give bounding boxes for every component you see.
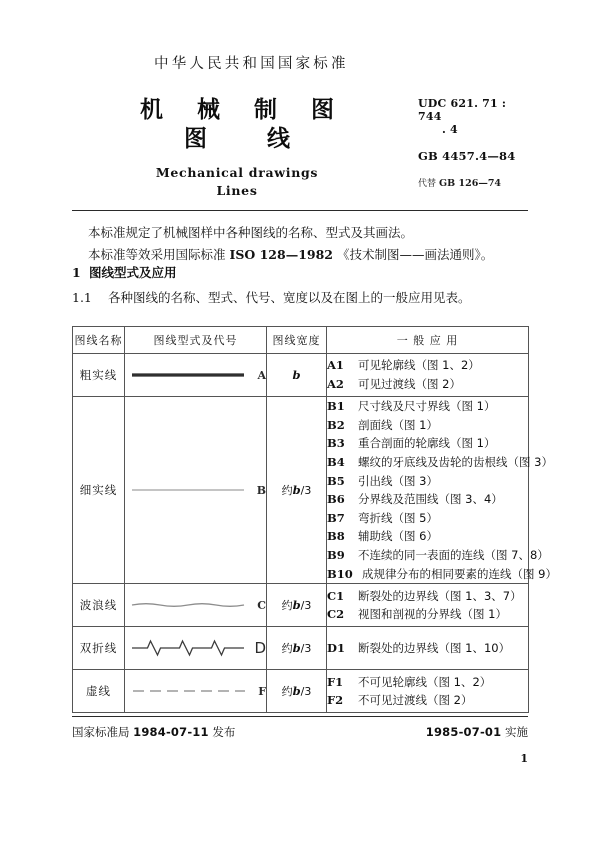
scope-paragraph-2	[88, 244, 528, 266]
application-entry	[327, 416, 528, 435]
line-style-cell	[125, 397, 267, 584]
thin-solid-line-specimen	[128, 479, 248, 501]
table-body	[73, 354, 557, 713]
implementation-info	[426, 724, 528, 740]
line-application-cell	[327, 397, 557, 584]
line-style-cell	[125, 670, 267, 713]
table-header-row	[73, 327, 529, 354]
column-header-name: 图线名称	[73, 327, 125, 354]
line-name-cell: 双折线	[73, 627, 125, 670]
application-description: 断裂处的边界线（图 1、3、7）	[358, 588, 522, 603]
application-entry	[327, 691, 528, 710]
application-entry	[327, 639, 528, 658]
application-description: 弯折线（图 5）	[358, 510, 438, 525]
application-entry	[327, 509, 528, 528]
application-entry	[327, 453, 553, 472]
application-description: 不可见轮廓线（图 1、2）	[358, 674, 492, 689]
line-name-cell: 细实线	[73, 397, 125, 584]
specimen-wrapper	[125, 469, 266, 511]
width-suffix: /3	[300, 685, 312, 699]
title-english-line2: Lines	[216, 183, 258, 199]
publication-date: 1984-07-11	[133, 725, 209, 739]
thick-solid-line-specimen	[128, 364, 248, 386]
application-description: 螺纹的牙底线及齿轮的齿根线（图 3）	[358, 454, 553, 469]
application-code: B4	[327, 454, 345, 469]
application-entry	[327, 546, 549, 565]
title-block	[72, 96, 402, 201]
line-application-cell	[327, 584, 529, 627]
application-code: B8	[327, 529, 345, 544]
application-code: B7	[327, 510, 345, 525]
application-description: 尺寸线及尺寸界线（图 1）	[358, 399, 496, 413]
line-name-cell: 波浪线	[73, 584, 125, 627]
dashed-line-specimen	[129, 680, 249, 702]
application-code: B10	[327, 566, 353, 581]
application-description: 引出线（图 3）	[358, 473, 438, 488]
width-symbol: b	[292, 483, 301, 498]
width-symbol: b	[292, 598, 301, 613]
application-code: C1	[327, 588, 345, 603]
replaces-note	[418, 176, 530, 189]
width-suffix: /3	[300, 484, 312, 498]
application-code: B6	[327, 492, 345, 507]
udc-line-1: UDC 621. 71 : 744	[418, 97, 507, 123]
specimen-wrapper	[125, 627, 266, 669]
document-title-english	[72, 164, 402, 200]
application-code: B3	[327, 436, 345, 451]
application-description: 成规律分布的相同要素的连线（图 9）	[362, 566, 557, 581]
replaces-label: 代替	[418, 178, 437, 189]
scope-p2-before: 本标准等效采用国际标准	[88, 246, 230, 262]
line-code-letter: A	[257, 368, 266, 382]
width-symbol: b	[292, 368, 301, 382]
subclause-number: 1.1	[72, 290, 92, 305]
specimen-wrapper	[125, 354, 266, 396]
application-code: A1	[327, 358, 344, 373]
application-entry	[327, 434, 528, 453]
udc-line-2: . 4	[442, 122, 458, 136]
line-width-cell	[267, 397, 327, 584]
application-code: F2	[327, 693, 344, 708]
nation-header: 中华人民共和国国家标准	[154, 56, 349, 72]
subclause-paragraph	[72, 288, 528, 306]
line-width-cell	[267, 584, 327, 627]
clause-number: 1	[72, 265, 81, 280]
udc-number	[418, 98, 530, 137]
publication-label: 发布	[212, 725, 236, 739]
line-width-cell	[267, 670, 327, 713]
application-code: C2	[327, 607, 345, 622]
application-code: B1	[327, 399, 345, 413]
document-title-main: 机 械 制 图	[139, 97, 348, 123]
line-code-letter: D	[254, 639, 266, 658]
column-header-width: 图线宽度	[267, 327, 327, 354]
line-code-letter: C	[257, 598, 266, 612]
line-style-cell	[125, 354, 267, 397]
masthead	[72, 52, 528, 73]
specimen-wrapper	[125, 670, 266, 712]
line-application-cell	[327, 670, 529, 713]
scope-paragraphs	[88, 222, 528, 265]
application-description: 剖面线（图 1）	[358, 417, 438, 432]
width-symbol: b	[292, 684, 301, 699]
document-title-sub: 图 线	[183, 126, 316, 153]
clause-heading	[72, 263, 528, 281]
application-entry	[327, 565, 557, 584]
width-prefix: 约	[281, 685, 293, 699]
line-name-cell: 虚线	[73, 670, 125, 713]
width-suffix: /3	[300, 599, 312, 613]
application-description: 分界线及范围线（图 3、4）	[358, 492, 503, 507]
column-header-application: 一 般 应 用	[327, 327, 529, 354]
application-entry	[327, 587, 528, 606]
iso-reference: ISO 128—1982	[229, 246, 333, 262]
line-name-cell: 粗实线	[73, 354, 125, 397]
table-row	[73, 670, 529, 713]
specimen-wrapper	[125, 584, 266, 626]
application-entry	[327, 673, 528, 692]
application-description: 视图和剖视的分界线（图 1）	[358, 607, 507, 622]
application-description: 不可见过渡线（图 2）	[358, 693, 473, 708]
application-description: 不连续的同一表面的连线（图 7、8）	[358, 548, 549, 562]
application-code: D1	[327, 640, 345, 655]
header-divider-rule	[72, 210, 528, 211]
application-code: B5	[327, 473, 345, 488]
application-description: 可见轮廓线（图 1、2）	[358, 358, 480, 373]
width-symbol: b	[292, 641, 301, 656]
application-description: 可见过渡线（图 2）	[358, 377, 461, 391]
application-code: B2	[327, 417, 345, 432]
application-entry	[327, 605, 528, 624]
table-row	[73, 627, 529, 670]
table-row	[73, 354, 529, 397]
application-entry	[327, 397, 528, 416]
document-footer	[72, 724, 528, 740]
table-row	[73, 584, 529, 627]
line-style-cell	[125, 584, 267, 627]
footer-divider-rule	[72, 716, 528, 717]
application-code: F1	[327, 674, 344, 689]
application-code: B9	[327, 548, 345, 562]
line-style-cell	[125, 627, 267, 670]
implementation-date: 1985-07-01	[425, 725, 502, 739]
width-prefix: 约	[281, 599, 293, 613]
application-description: 断裂处的边界线（图 1、10）	[358, 640, 511, 655]
line-width-cell	[267, 354, 327, 397]
application-code: A2	[327, 377, 344, 391]
table-header	[73, 327, 529, 354]
table-row	[73, 397, 529, 584]
standard-codes-block	[418, 98, 530, 189]
implementation-label: 实施	[505, 725, 528, 739]
page-number: 1	[520, 752, 528, 765]
line-application-cell	[327, 354, 529, 397]
line-application-cell	[327, 627, 529, 670]
standard-number: GB 4457.4—84	[418, 148, 516, 163]
application-entry	[327, 490, 528, 509]
application-description: 重合剖面的轮廓线（图 1）	[358, 436, 496, 451]
application-entry	[327, 527, 528, 546]
issuing-authority: 国家标准局	[72, 725, 130, 739]
application-entry	[327, 356, 528, 375]
line-code-letter: B	[256, 483, 266, 497]
application-description: 辅助线（图 6）	[358, 529, 438, 544]
line-types-table	[72, 326, 557, 713]
column-header-style: 图线型式及代号	[125, 327, 267, 354]
wavy-line-specimen	[128, 594, 248, 616]
subclause-text: 各种图线的名称、型式、代号、宽度以及在图上的一般应用见表。	[108, 290, 471, 305]
line-code-letter: F	[258, 684, 266, 698]
double-fold-line-specimen	[128, 637, 248, 659]
application-entry	[327, 375, 528, 394]
scope-p2-after: 《技术制图——画法通则》。	[332, 246, 494, 262]
width-prefix: 约	[281, 484, 293, 498]
publication-info	[72, 724, 235, 740]
scope-paragraph-1: 本标准规定了机械图样中各种图线的名称、型式及其画法。	[88, 225, 414, 240]
title-english-line1: Mechanical drawings	[155, 165, 319, 181]
line-width-cell	[267, 627, 327, 670]
width-suffix: /3	[300, 642, 312, 656]
width-prefix: 约	[281, 642, 293, 656]
replaces-code: GB 126—74	[439, 177, 502, 189]
application-entry	[327, 472, 528, 491]
clause-title: 图线型式及应用	[89, 265, 177, 280]
